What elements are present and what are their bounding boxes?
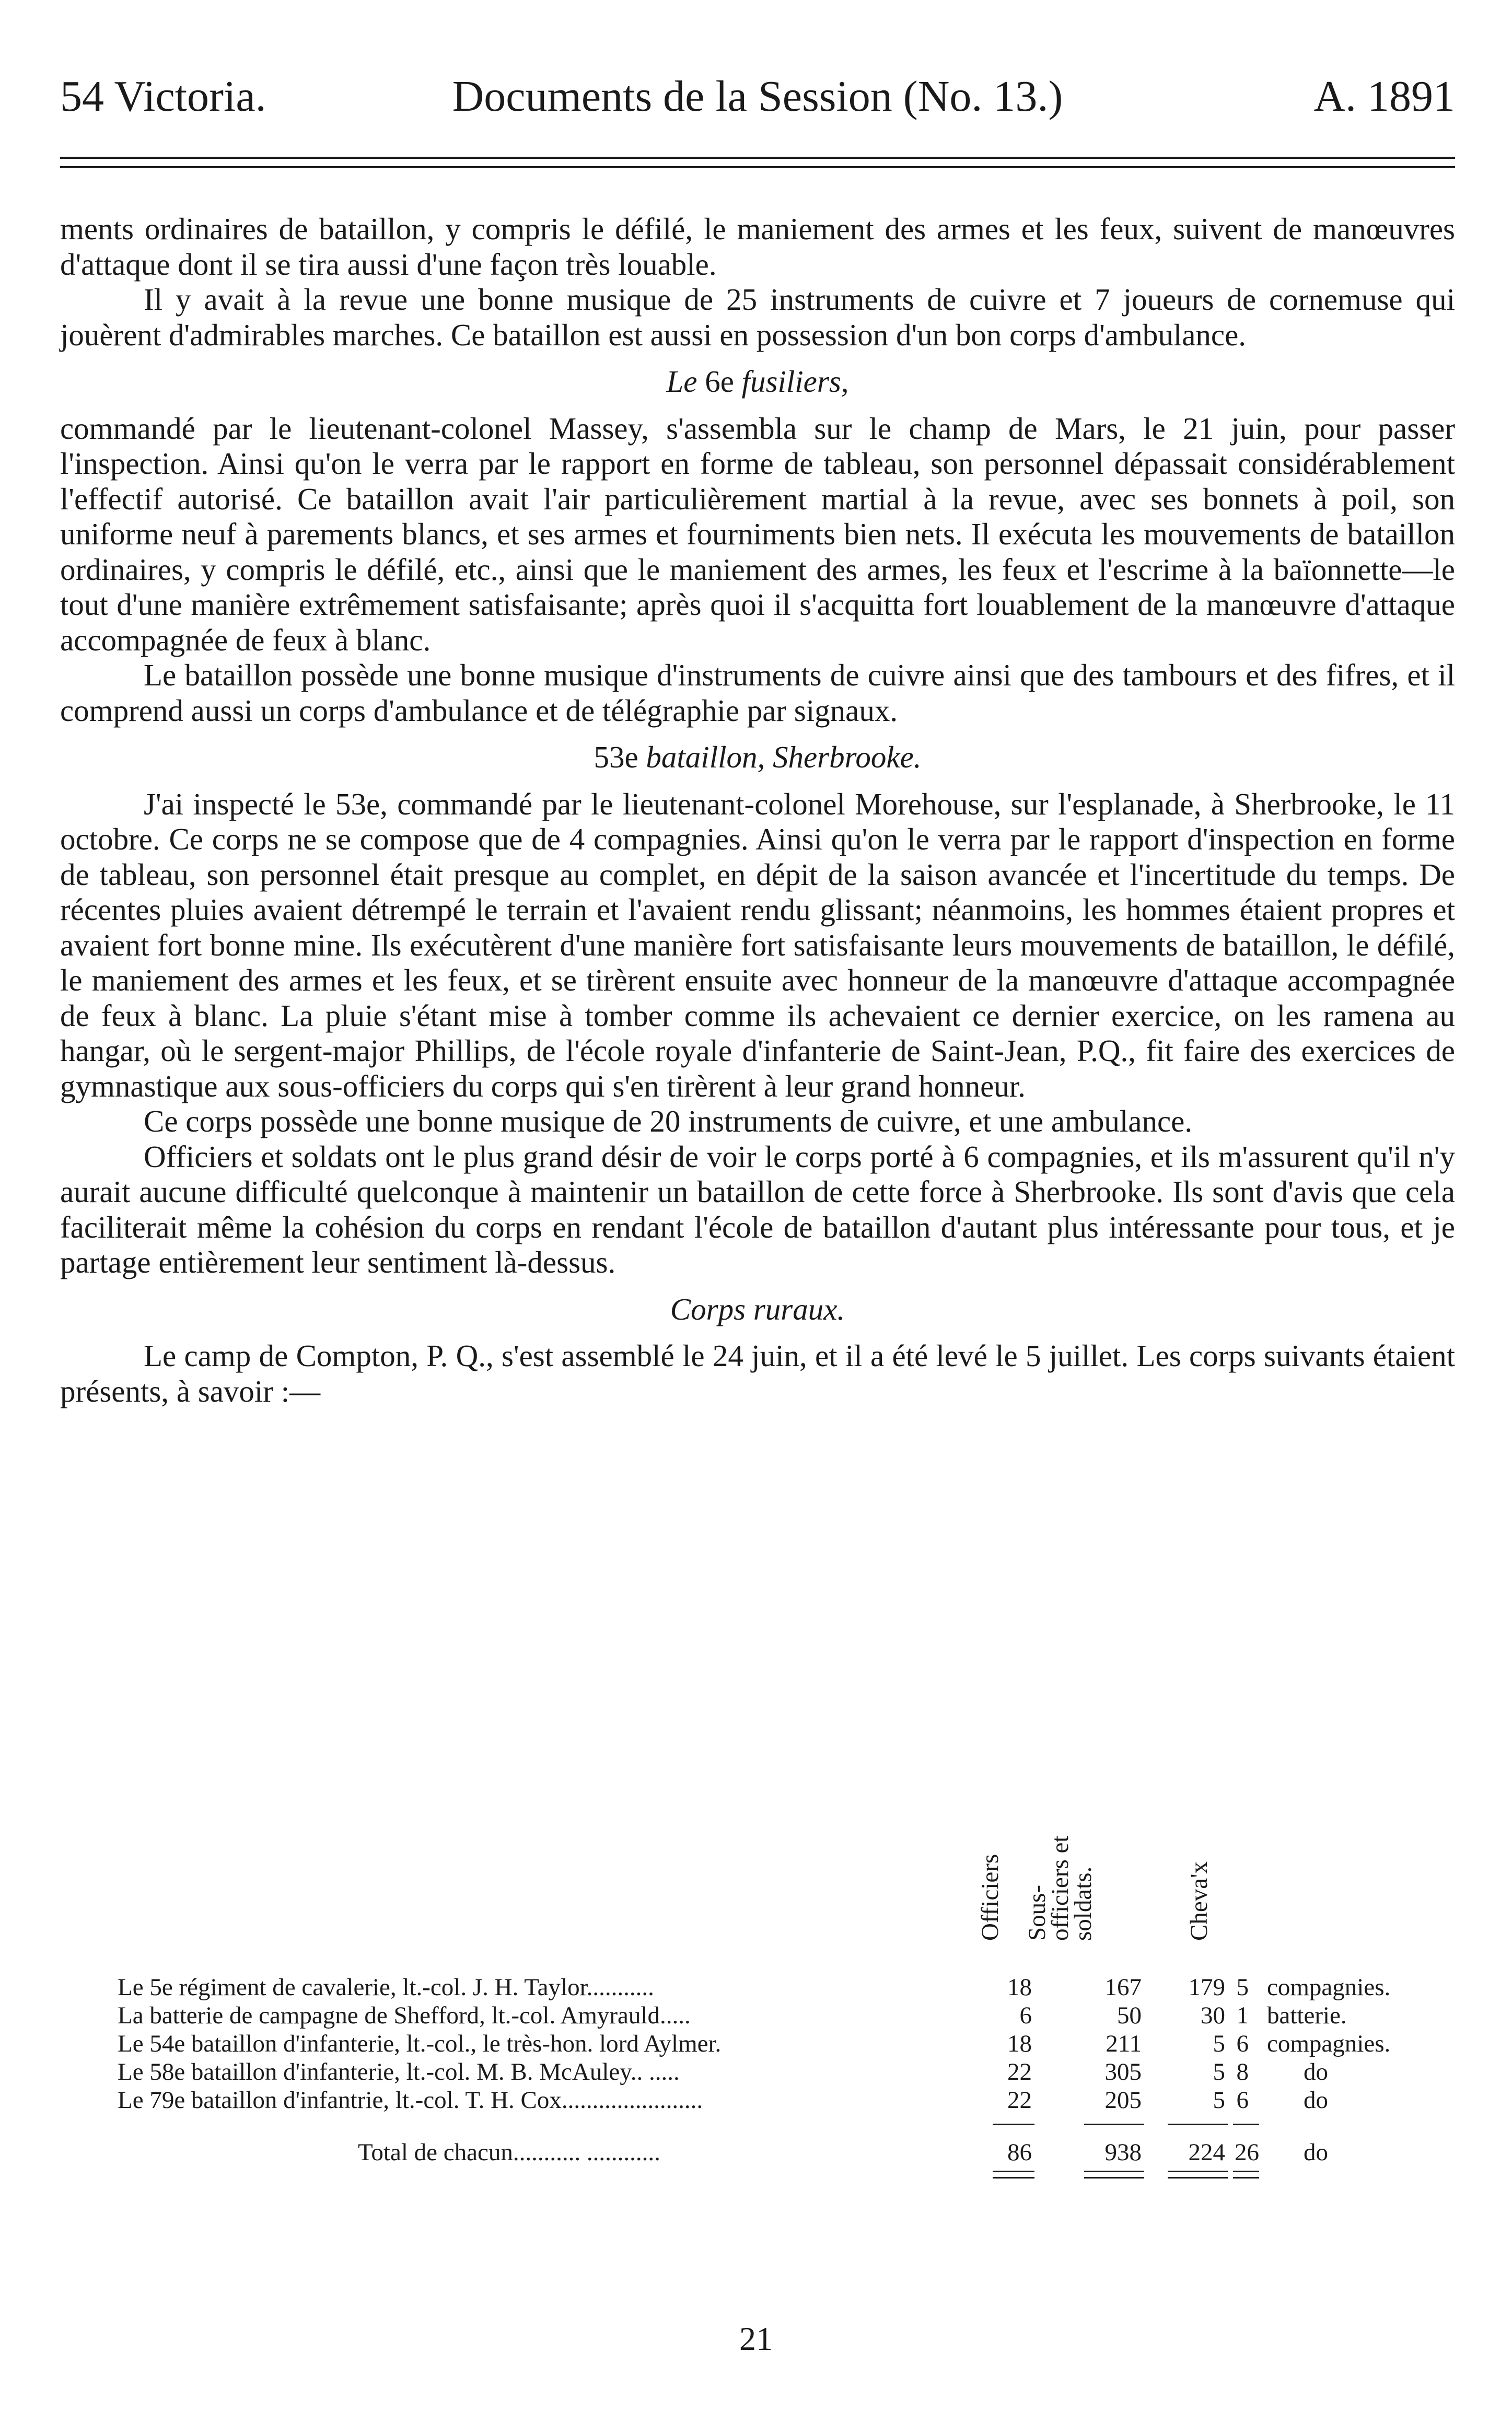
cell-count: 6	[1236, 2030, 1249, 2057]
cell-soldats: 50	[1117, 2002, 1142, 2029]
section-heading: 53e bataillon, Sherbrooke.	[594, 740, 922, 774]
cell-soldats: 211	[1106, 2030, 1142, 2057]
cell-chevaux: 5	[1213, 2030, 1225, 2057]
total-chevaux: 224	[1188, 2139, 1225, 2166]
total-double-rule	[1084, 2171, 1144, 2172]
paragraph: Ce corps possède une bonne musique de 20 instruments de cuivre, et une ambulance.	[144, 1104, 1193, 1138]
total-double-rule	[1168, 2171, 1228, 2172]
total-double-rule	[1233, 2171, 1259, 2172]
total-double-rule	[993, 2171, 1034, 2172]
cell-count: 8	[1236, 2058, 1249, 2086]
cell-chevaux: 30	[1201, 2002, 1225, 2029]
table-total-row	[60, 2137, 1455, 2168]
total-soldats: 938	[1104, 2139, 1142, 2166]
table-row	[60, 2030, 1455, 2058]
paragraph: Officiers et soldats ont le plus grand désir de voir le corps porté à 6 compagnies, et ils m'assurent qu'il n'y aurait aucune difficulté quelconque à maintenir un bataillon de cette force à Sherbrooke. Ils sont d'avis que cela faciliterait même la cohésion du corps en rendant l'école de bataillon d'autant plus intéressante pour tous, et je partage entièrement leur sentiment là-dessus.	[60, 1139, 1455, 1279]
cell-count: 1	[1236, 2002, 1249, 2029]
running-header	[60, 68, 1455, 125]
paragraph: commandé par le lieutenant-colonel Massey, s'assembla sur le champ de Mars, le 21 juin, pour passer l'inspection. Ainsi qu'on le verra par le rapport en forme de tableau, son personnel dépassait considérablement l'effectif autorisé. Ce bataillon avait l'air particulièrement martial à la revue, avec ses bonnets à poil, son uniforme neuf à parements blancs, et ses armes et fourniments bien nets. Il exécuta les mouvements de bataillon ordinaires, y compris le défilé, etc., ainsi que le maniement des armes, les feux et l'escrime à la baïonnette—le tout d'une manière extrêmement satisfaisante; après quoi il s'acquitta fort louablement de la manœuvre d'attaque accompagnée de feux à blanc.	[60, 411, 1455, 657]
subtotal-rule	[1233, 2124, 1259, 2125]
column-header-officiers: Officiers	[976, 1854, 1004, 1941]
table-row	[60, 2058, 1455, 2086]
row-label: Le 79e bataillon d'infantrie, lt.-col. T. H. Cox.......................	[118, 2087, 703, 2114]
total-unit: do	[1304, 2139, 1328, 2166]
header-year: A. 1891	[1313, 72, 1455, 121]
header-regnal-year: 54 Victoria.	[60, 72, 266, 121]
subtotal-rule	[993, 2124, 1034, 2125]
cell-soldats: 205	[1104, 2087, 1142, 2114]
table-row	[60, 2086, 1455, 2114]
cell-soldats: 167	[1104, 1974, 1142, 2001]
cell-officiers: 22	[1007, 2087, 1032, 2114]
row-label: Le 58e bataillon d'infanterie, lt.-col. M. B. McAuley.. .....	[118, 2058, 680, 2086]
table-row	[60, 2001, 1455, 2030]
section-heading: Le 6e fusiliers,	[666, 364, 849, 399]
cell-unit: batterie.	[1267, 2002, 1347, 2029]
cell-officiers: 18	[1007, 1974, 1032, 2001]
subtotal-rule	[1168, 2124, 1228, 2125]
total-double-rule	[1168, 2177, 1228, 2179]
header-rule-bottom	[60, 166, 1455, 168]
section-heading: Corps ruraux.	[670, 1291, 845, 1326]
cell-chevaux: 5	[1213, 2058, 1225, 2086]
page-number: 21	[739, 2320, 773, 2357]
total-double-rule	[1233, 2177, 1259, 2179]
cell-count: 6	[1236, 2087, 1249, 2114]
cell-officiers: 6	[1019, 2002, 1032, 2029]
row-label: Le 5e régiment de cavalerie, lt.-col. J. H. Taylor...........	[118, 1974, 654, 2001]
page-body	[60, 212, 1455, 1409]
column-header-sous-officiers: Sous-officiers et soldats.	[1023, 1835, 1097, 1941]
cell-officiers: 22	[1007, 2058, 1032, 2086]
total-double-rule	[993, 2177, 1034, 2179]
cell-unit: compagnies.	[1267, 2030, 1391, 2057]
cell-chevaux: 179	[1188, 1974, 1225, 2001]
paragraph: Le bataillon possède une bonne musique d'instruments de cuivre ainsi que des tambours et des fifres, et il comprend aussi un corps d'ambulance et de télégraphie par signaux.	[60, 658, 1455, 728]
column-header-chevaux: Cheva'x	[1185, 1861, 1213, 1941]
paragraph: Le camp de Compton, P. Q., s'est assemblé le 24 juin, et il a été levé le 5 juillet. Les corps suivants étaient présents, à savoir :—	[60, 1338, 1455, 1408]
camp-compton-table	[60, 1835, 1455, 2286]
total-double-rule	[1084, 2177, 1144, 2179]
paragraph: J'ai inspecté le 53e, commandé par le lieutenant-colonel Morehouse, sur l'esplanade, à Sherbrooke, le 11 octobre. Ce corps ne se compose que de 4 compagnies. Ainsi qu'on le verra par le rapport d'inspection en forme de tableau, son personnel était presque au complet, en dépit de la saison avancée et l'incertitude du temps. De récentes pluies avaient détrempé le terrain et l'avaient rendu glissant; néanmoins, les hommes étaient propres et avaient fort bonne mine. Ils exécutèrent d'une manière fort satisfaisante leurs mouvements de bataillon, le défilé, le maniement des armes et les feux, et se tirèrent ensuite avec honneur de la manœuvre d'attaque accompagnée de feux à blanc. La pluie s'étant mise à tomber comme ils achevaient ce dernier exercice, on les ramena au hangar, où le sergent-major Phillips, de l'école royale d'infanterie de Saint-Jean, P.Q., fit faire des exercices de gymnastique aux sous-officiers du corps qui s'en tirèrent à leur grand honneur.	[60, 786, 1455, 1103]
paragraph: ments ordinaires de bataillon, y compris le défilé, le maniement des armes et les feux, suivent de manœuvres d'attaque dont il se tira aussi d'une façon très louable.	[60, 212, 1455, 282]
cell-chevaux: 5	[1213, 2087, 1225, 2114]
table-row	[60, 1973, 1455, 2001]
cell-unit: compagnies.	[1267, 1974, 1391, 2001]
subtotal-rule	[1084, 2124, 1144, 2125]
total-label: Total de chacun........... ............	[358, 2139, 660, 2166]
header-rule-top	[60, 157, 1455, 159]
cell-unit: do	[1304, 2087, 1328, 2114]
cell-count: 5	[1236, 1974, 1249, 2001]
total-officiers: 86	[1007, 2139, 1032, 2166]
cell-unit: do	[1304, 2058, 1328, 2086]
cell-officiers: 18	[1007, 2030, 1032, 2057]
paragraph: Il y avait à la revue une bonne musique de 25 instruments de cuivre et 7 joueurs de cornemuse qui jouèrent d'admirables marches. Ce bataillon est aussi en possession d'un bon corps d'ambulance.	[60, 282, 1455, 352]
header-document-title: Documents de la Session (No. 13.)	[452, 72, 1063, 121]
total-count: 26	[1235, 2139, 1259, 2166]
row-label: Le 54e bataillon d'infanterie, lt.-col., le très-hon. lord Aylmer.	[118, 2030, 722, 2057]
row-label: La batterie de campagne de Shefford, lt.-col. Amyrauld.....	[118, 2002, 691, 2029]
cell-soldats: 305	[1104, 2058, 1142, 2086]
